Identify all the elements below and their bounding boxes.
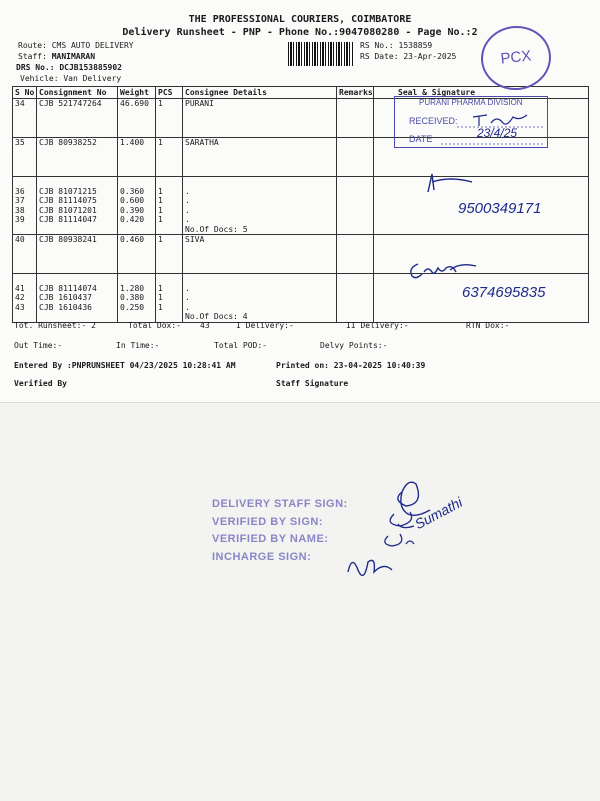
cell-pcs: 1 — [156, 303, 183, 313]
cell-consignee: . — [183, 206, 337, 216]
col-remarks: Remarks — [337, 87, 374, 99]
cell-empty — [118, 148, 156, 158]
cell-consignment: CJB 81114074 — [37, 284, 118, 294]
table-row — [13, 187, 589, 197]
cell-remarks — [337, 235, 374, 245]
totals-rtn-dox: RTN Dox:- — [466, 321, 510, 330]
cell-empty — [37, 254, 118, 264]
cell-empty — [337, 274, 374, 284]
cell-empty — [37, 109, 118, 119]
cell-empty — [156, 254, 183, 264]
cell-empty — [183, 128, 337, 138]
cell-empty — [337, 148, 374, 158]
col-sno: S No — [13, 87, 37, 99]
cell-empty — [13, 148, 37, 158]
seal-date-label: DATE — [409, 134, 433, 144]
in-time: In Time:- — [116, 341, 160, 350]
cell-empty — [337, 128, 374, 138]
cell-empty — [37, 128, 118, 138]
cell-empty — [183, 245, 337, 255]
cell-empty — [374, 148, 589, 158]
cell-empty — [337, 264, 374, 274]
cell-consignee: SIVA — [183, 235, 337, 245]
staff-line — [18, 52, 95, 61]
company-title: THE PROFESSIONAL COURIERS, COIMBATORE — [188, 14, 412, 25]
blank-row — [13, 157, 589, 167]
cell-remarks — [337, 293, 374, 303]
signature-scribble-2 — [404, 256, 484, 282]
cell-empty — [118, 245, 156, 255]
staff-label: Staff: — [18, 52, 52, 61]
signoff-stamp — [212, 496, 348, 566]
cell-empty — [337, 254, 374, 264]
cell-empty — [37, 177, 118, 187]
signature-scribble-1 — [420, 168, 480, 198]
cell-consignment: CJB 81114075 — [37, 196, 118, 206]
verified-by: Verified By — [14, 379, 67, 388]
cell-empty — [37, 264, 118, 274]
cell-empty — [374, 167, 589, 177]
blank-row — [13, 167, 589, 177]
cell-empty — [118, 254, 156, 264]
cell-seal — [374, 235, 589, 245]
cell-consignment: CJB 81071201 — [37, 206, 118, 216]
cell-consignment: CJB 80938252 — [37, 138, 118, 148]
cell-pcs: 1 — [156, 293, 183, 303]
cell-empty — [37, 225, 118, 235]
cell-empty — [13, 245, 37, 255]
cell-weight: 0.390 — [118, 206, 156, 216]
cell-empty — [13, 254, 37, 264]
staff-name: MANIMARAN — [51, 52, 96, 61]
col-pcs: PCS — [156, 87, 183, 99]
col-weight: Weight — [118, 87, 156, 99]
verifier-name-handwritten: Sumathi — [412, 493, 465, 533]
totals-i-delivery: I Delivery:- — [236, 321, 294, 330]
cell-consignee: SARATHA — [183, 138, 337, 148]
cell-sno: 35 — [13, 138, 37, 148]
entered-by: Entered By :PNPRUNSHEET 04/23/2025 10:28:41 AM — [14, 361, 236, 370]
blank-row — [13, 264, 589, 274]
cell-empty — [13, 109, 37, 119]
cell-empty — [118, 274, 156, 284]
cell-pcs: 1 — [156, 138, 183, 148]
cell-consignee: . — [183, 187, 337, 197]
cell-weight: 0.360 — [118, 187, 156, 197]
signoff-line-delivery-staff: DELIVERY STAFF SIGN: — [212, 498, 348, 510]
route: Route: CMS AUTO DELIVERY — [18, 41, 134, 50]
cell-pcs: 1 — [156, 99, 183, 109]
col-consignment: Consignment No — [37, 87, 118, 99]
cell-remarks — [337, 138, 374, 148]
cell-empty — [183, 109, 337, 119]
cell-empty — [13, 225, 37, 235]
cell-empty — [118, 264, 156, 274]
docs-count-row — [13, 225, 589, 235]
docs-count: No.Of Docs: 5 — [183, 225, 337, 235]
cell-empty — [374, 245, 589, 255]
cell-empty — [13, 264, 37, 274]
cell-empty — [156, 264, 183, 274]
drs-line — [16, 63, 122, 72]
cell-weight: 0.460 — [118, 235, 156, 245]
barcode — [288, 42, 354, 66]
blank-row — [13, 177, 589, 187]
cell-empty — [13, 128, 37, 138]
lower-blank-area — [0, 402, 600, 801]
cell-empty — [37, 157, 118, 167]
cell-consignment: CJB 81071215 — [37, 187, 118, 197]
cell-consignee: . — [183, 284, 337, 294]
cell-empty — [183, 118, 337, 128]
cell-empty — [156, 128, 183, 138]
cell-empty — [374, 157, 589, 167]
cell-consignment: CJB 1610437 — [37, 293, 118, 303]
cell-sno: 42 — [13, 293, 37, 303]
cell-weight: 0.380 — [118, 293, 156, 303]
cell-empty — [37, 118, 118, 128]
runsheet-title: Delivery Runsheet - PNP - Phone No.:9047080280 - Page No.:2 — [122, 27, 478, 38]
out-time: Out Time:- — [14, 341, 63, 350]
cell-empty — [337, 245, 374, 255]
cell-empty — [156, 118, 183, 128]
cell-pcs: 1 — [156, 284, 183, 294]
signoff-signatures — [340, 470, 470, 590]
cell-empty — [156, 109, 183, 119]
blank-row — [13, 148, 589, 158]
cell-remarks — [337, 206, 374, 216]
cell-sno: 34 — [13, 99, 37, 109]
seal-title: PURANI PHARMA DIVISION — [419, 98, 523, 107]
purani-seal-stamp — [394, 96, 548, 148]
cell-remarks — [337, 284, 374, 294]
cell-remarks — [337, 196, 374, 206]
cell-empty — [183, 274, 337, 284]
cell-empty — [156, 167, 183, 177]
drs-number: DCJB153885902 — [59, 63, 122, 72]
cell-empty — [183, 148, 337, 158]
cell-empty — [183, 167, 337, 177]
cell-empty — [337, 157, 374, 167]
table-row — [13, 235, 589, 245]
cell-empty — [337, 167, 374, 177]
cell-empty — [337, 109, 374, 119]
cell-empty — [183, 157, 337, 167]
cell-empty — [374, 225, 589, 235]
signoff-line-incharge: INCHARGE SIGN: — [212, 550, 312, 563]
cell-empty — [13, 274, 37, 284]
cell-empty — [118, 109, 156, 119]
cell-remarks — [337, 303, 374, 313]
cell-empty — [118, 157, 156, 167]
cell-weight: 1.400 — [118, 138, 156, 148]
drs-label: DRS No.: — [16, 63, 60, 72]
cell-weight: 46.690 — [118, 99, 156, 109]
cell-empty — [118, 177, 156, 187]
cell-empty — [118, 128, 156, 138]
blank-row — [13, 245, 589, 255]
cell-remarks — [337, 215, 374, 225]
cell-empty — [156, 225, 183, 235]
printed-on: Printed on: 23-04-2025 10:40:39 — [276, 361, 426, 370]
cell-sno: 41 — [13, 284, 37, 294]
handwritten-phone-1: 9500349171 — [458, 200, 542, 217]
signoff-line-verified-sign: VERIFIED BY SIGN: — [212, 515, 323, 528]
cell-empty — [183, 177, 337, 187]
totals-dox-value: 43 — [200, 321, 210, 330]
cell-sno: 36 — [13, 187, 37, 197]
cell-consignee: . — [183, 215, 337, 225]
cell-sno: 37 — [13, 196, 37, 206]
cell-empty — [13, 118, 37, 128]
cell-empty — [13, 157, 37, 167]
staff-signature-label: Staff Signature — [276, 379, 349, 388]
cell-pcs: 1 — [156, 196, 183, 206]
cell-empty — [37, 148, 118, 158]
cell-empty — [374, 177, 589, 187]
cell-empty — [183, 264, 337, 274]
cell-consignment: CJB 521747264 — [37, 99, 118, 109]
cell-weight: 0.600 — [118, 196, 156, 206]
cell-empty — [118, 167, 156, 177]
pcx-stamp: PCX — [478, 23, 554, 94]
cell-pcs: 1 — [156, 235, 183, 245]
cell-empty — [13, 167, 37, 177]
cell-consignee: . — [183, 196, 337, 206]
cell-sno: 38 — [13, 206, 37, 216]
cell-consignment: CJB 1610436 — [37, 303, 118, 313]
cell-consignee: . — [183, 293, 337, 303]
cell-empty — [156, 274, 183, 284]
cell-empty — [337, 177, 374, 187]
cell-seal — [374, 303, 589, 313]
cell-sno: 40 — [13, 235, 37, 245]
rs-date: RS Date: 23-Apr-2025 — [360, 52, 457, 61]
cell-empty — [118, 225, 156, 235]
vehicle: Vehicle: Van Delivery — [20, 74, 122, 83]
cell-empty — [37, 245, 118, 255]
cell-sno: 43 — [13, 303, 37, 313]
cell-remarks — [337, 99, 374, 109]
col-seal-signature: Seal & Signature — [374, 87, 589, 99]
blank-row — [13, 274, 589, 284]
cell-empty — [13, 177, 37, 187]
cell-weight: 1.280 — [118, 284, 156, 294]
totals-ii-delivery: II Delivery:- — [346, 321, 409, 330]
cell-empty — [118, 118, 156, 128]
seal-dotted-lines — [395, 97, 547, 147]
totals-runsheet: Tot. Runsheet:- 2 — [14, 321, 96, 330]
total-pod: Total POD:- — [214, 341, 267, 350]
delivery-points: Delvy Points:- — [320, 341, 388, 350]
cell-pcs: 1 — [156, 215, 183, 225]
seal-date-handwritten: 23/4/25 — [477, 126, 518, 140]
cell-sno: 39 — [13, 215, 37, 225]
col-consignee: Consignee Details — [183, 87, 337, 99]
table-row — [13, 303, 589, 313]
cell-remarks — [337, 187, 374, 197]
handwritten-phone-2: 6374695835 — [462, 284, 546, 301]
cell-consignment: CJB 81114047 — [37, 215, 118, 225]
rs-number: RS No.: 1538859 — [360, 41, 433, 50]
cell-pcs: 1 — [156, 206, 183, 216]
seal-received-label: RECEIVED: — [409, 116, 458, 126]
cell-empty — [156, 177, 183, 187]
cell-empty — [156, 245, 183, 255]
cell-consignment: CJB 80938241 — [37, 235, 118, 245]
cell-empty — [183, 254, 337, 264]
cell-empty — [156, 157, 183, 167]
cell-seal — [374, 187, 589, 197]
cell-empty — [37, 274, 118, 284]
blank-row — [13, 254, 589, 264]
cell-empty — [337, 225, 374, 235]
docs-count: No.Of Docs: 4 — [183, 312, 337, 322]
cell-consignee: PURANI — [183, 99, 337, 109]
cell-empty — [37, 167, 118, 177]
cell-consignee: . — [183, 303, 337, 313]
cell-empty — [156, 148, 183, 158]
cell-empty — [337, 118, 374, 128]
cell-pcs: 1 — [156, 187, 183, 197]
cell-weight: 0.250 — [118, 303, 156, 313]
signoff-line-verified-name: VERIFIED BY NAME: — [212, 533, 329, 545]
totals-dox-label: Total Dox:- — [128, 321, 181, 330]
cell-weight: 0.420 — [118, 215, 156, 225]
